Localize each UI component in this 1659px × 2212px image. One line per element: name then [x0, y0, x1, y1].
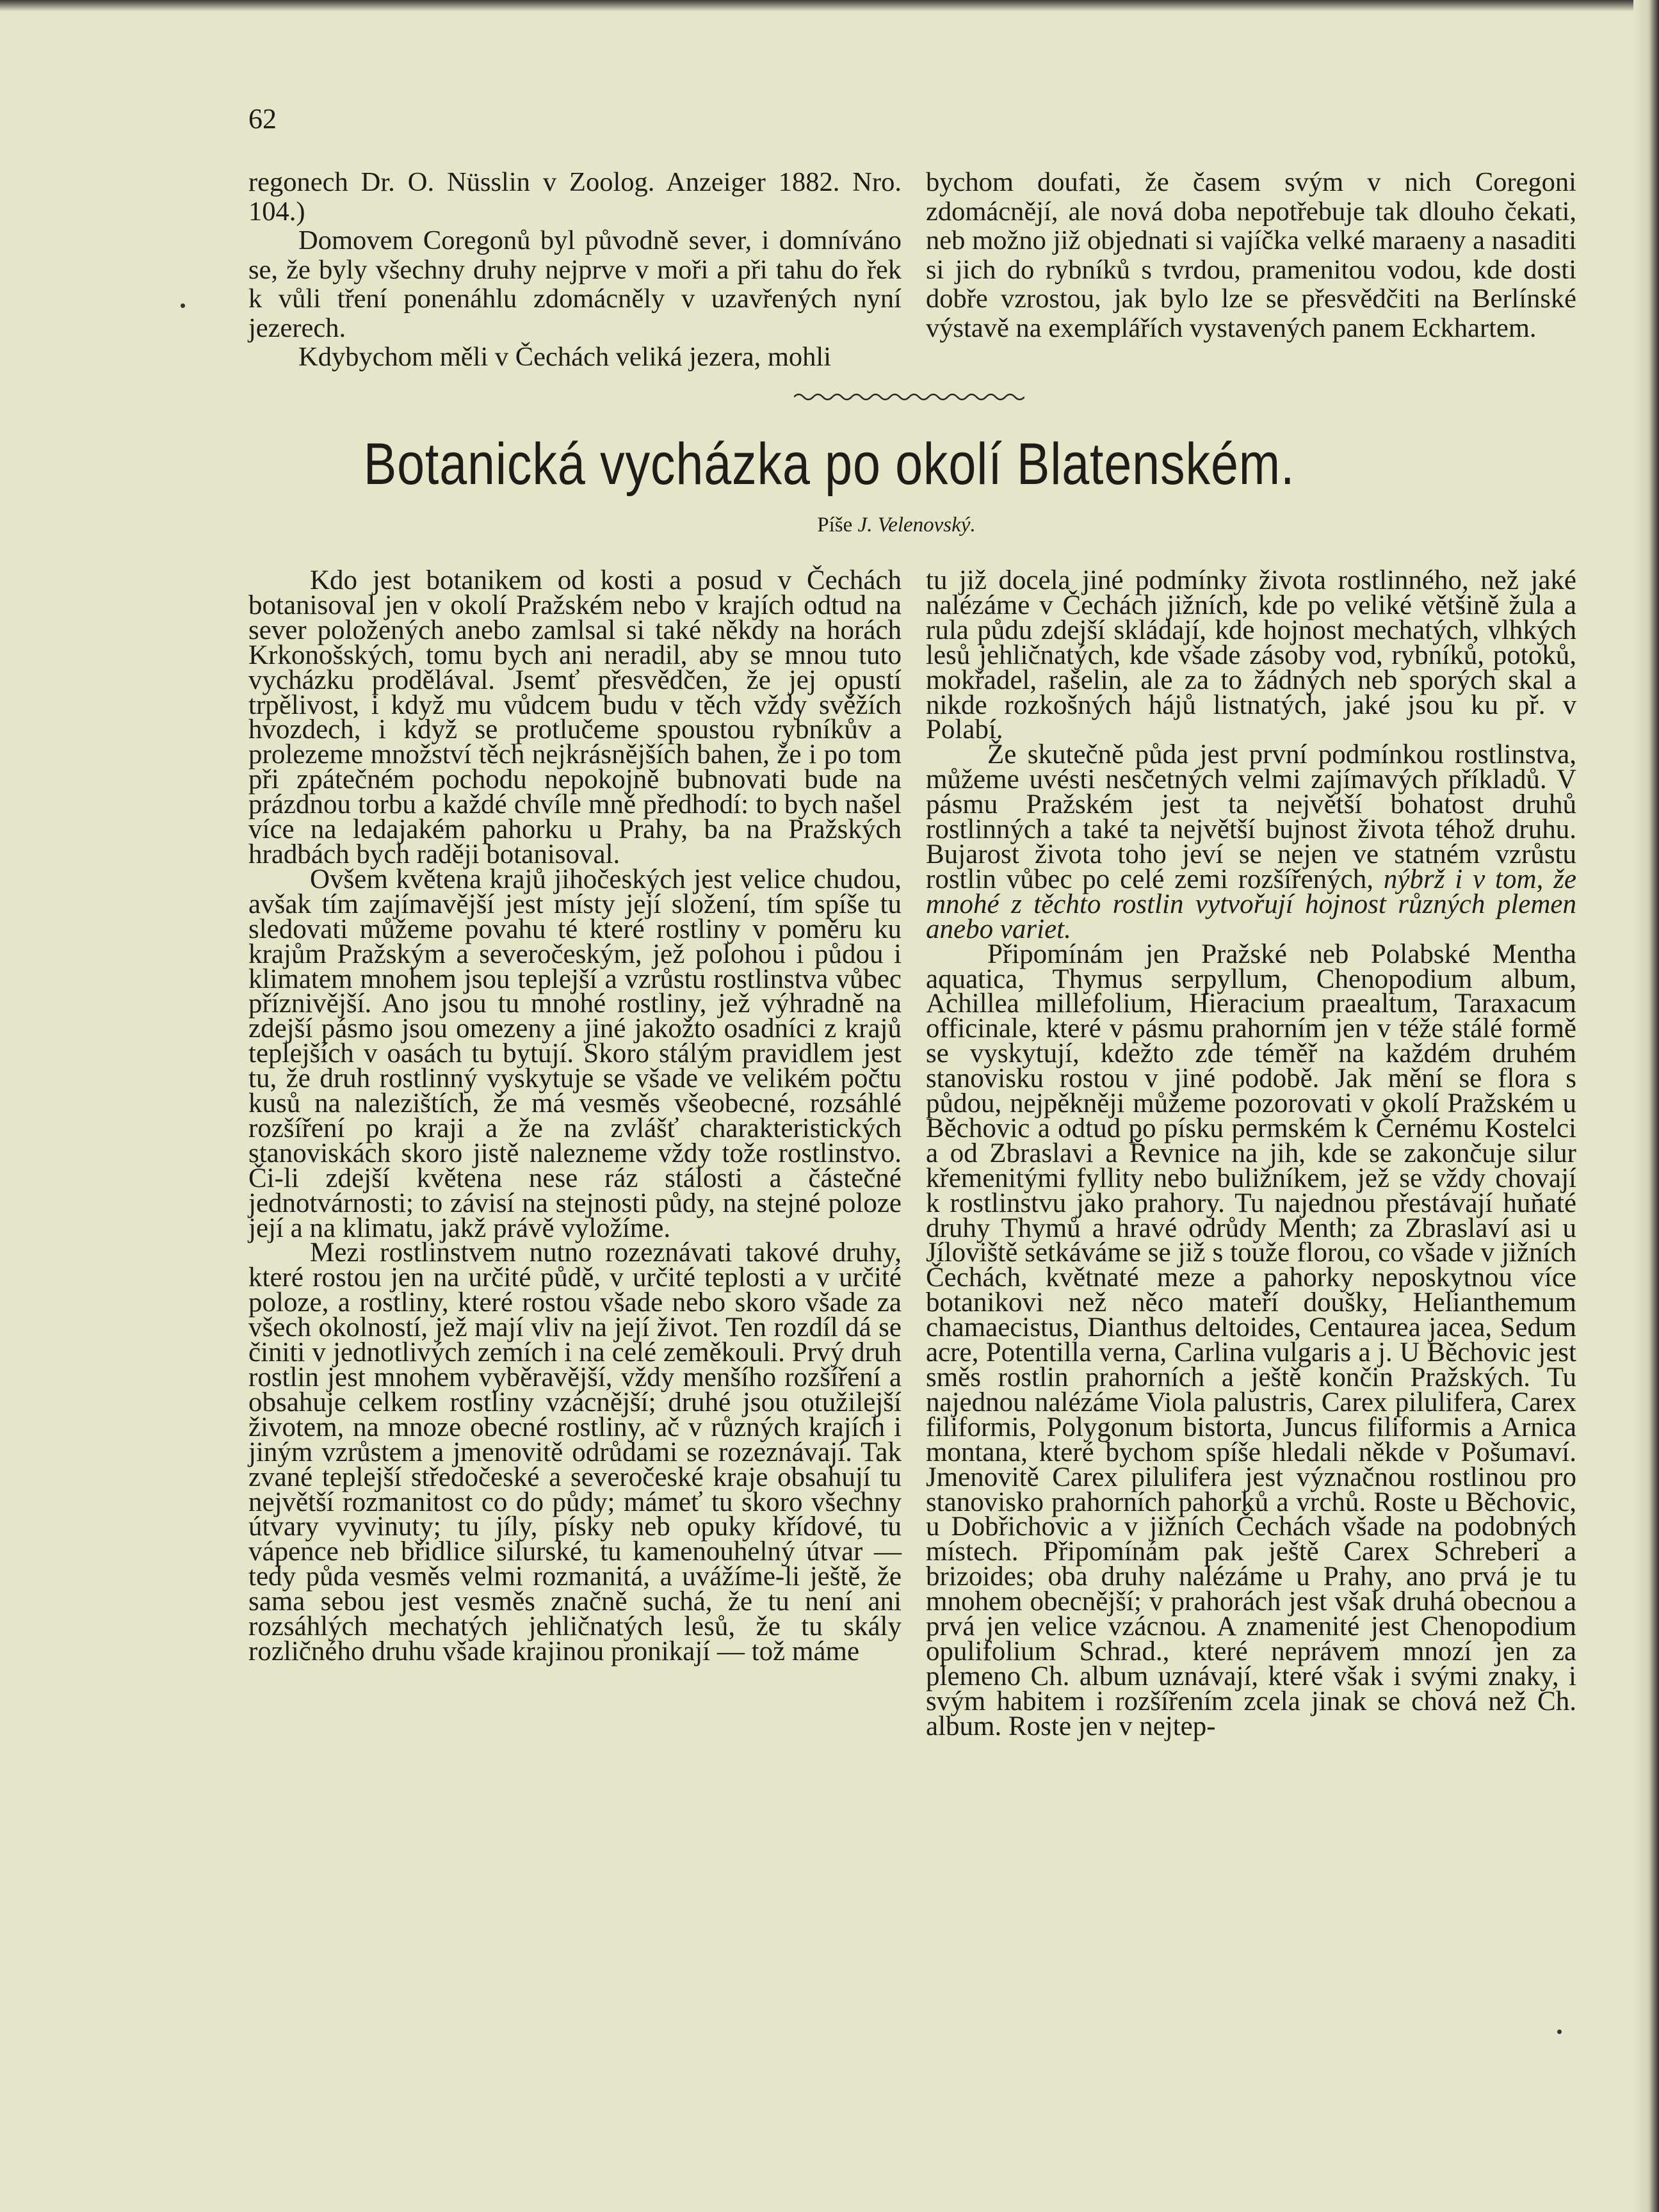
paragraph: Ovšem květena krajů jihočeských jest velice chudou, avšak tím zajímavější jest místy její složení, tím spíše tu sledovati můžeme povahu té které rostliny v poměru ku krajům Pražským a severočeským, jež polohou i půdou i klimatem mnohem jsou teplejší a vzrůstu rostlinstva vůbec příznivější. Ano jsou tu mnohé rostliny, jež výhradně na zdejší pásmo jsou omezeny a jiné jakožto osadníci z krajů teplejších v oasách tu bytují. Skoro stálým pravidlem jest tu, že druh rostlinný vyskytuje se všade ve velikém počtu kusů na nalezištích, že má vesměs všeobecné, rozsáhlé rozšíření po kraji a že na zvlášť charakteristických stanoviskách skoro jistě nalezneme vždy tože rostlinstvo. Či-li zdejší květena nese ráz stálosti a částečné jednotvárnosti; to závisí na stejnosti půdy, na stejné poloze její a na klimatu, jakž právě vyložíme.	[248, 864, 902, 1243]
page-right-edge	[1633, 0, 1659, 2212]
article-column-left	[248, 565, 902, 1667]
continued-text-right	[926, 168, 1576, 343]
wavy-divider-ornament	[794, 389, 1024, 405]
byline-author: J. Velenovský.	[857, 513, 976, 537]
page-number: 62	[248, 103, 277, 134]
print-speck	[1557, 2030, 1562, 2034]
paragraph: Mezi rostlinstvem nutno rozeznávati takové druhy, které rostou jen na určité půdě, v určité teplosti a v určité poloze, a rostliny, které rostou všade nebo skoro všade za všech okolností, jež mají vliv na její život. Ten rozdíl dá se činiti v jednotlivých zemích i na celé zeměkouli. Prvý druh rostlin jest mnohem vyběravější, vždy menšího rozšíření a obsahuje celkem rostliny vzácnější; druhé jsou otužilejší životem, na mnoze obecné rostliny, ač v různých krajích i jiným vzrůstem a jmenovitě odrůdami se rozeznávají. Tak zvané teplejší středočeské a severočeské kraje obsahují tu největší rozmanitost co do půdy; mámeť tu skoro všechny útvary vyvinuty; tu jíly, písky neb opuky křídové, tu vápence neb břidlice silurské, tu kamenouhelný útvar — tedy půda vesměs velmi rozmanitá, a uvážíme-li ještě, že sama sebou jest vesměs značně suchá, že tu není ani rozsáhlých mechatých jehličnatých lesů, že tu skály rozličného druhu všade krajinou pronikají — tož máme	[248, 1238, 902, 1667]
byline	[768, 512, 1024, 538]
article-column-right	[926, 565, 1576, 1741]
article-title: Botanická vycházka po okolí Blatenském.	[363, 432, 1295, 497]
paragraph: regonech Dr. O. Nüsslin v Zoolog. Anzeiger 1882. Nro. 104.)	[248, 167, 902, 227]
paragraph: Domovem Coregonů byl původně sever, i domníváno se, že byly všechny druhy nejprve v moři a při tahu do řek k vůli tření ponenáhlu zdomácněly v uzavřených nyní jezerech.	[248, 225, 902, 343]
paragraph: Kdybychom měli v Čechách veliká jezera, mohli	[298, 342, 832, 372]
continued-text-left	[248, 168, 902, 372]
byline-prefix: Píše	[817, 513, 853, 537]
print-speck	[181, 303, 185, 308]
paragraph-text: Že skutečně půda jest první podmínkou rostlinstva, můžeme uvésti nesčetných velmi zajímavých příkladů. V pásmu Pražském jest ta největší bohatost druhů rostlinných a také ta největší bujnost života téhož druhu. Bujarost života toho jeví se nejen ve statném vzrůstu rostlin vůbec po celé zemi rozšířených,	[926, 739, 1576, 894]
page-top-edge	[0, 0, 1659, 12]
paragraph	[926, 739, 1576, 944]
paragraph: Připomínám jen Pražské neb Polabské Mentha aquatica, Thymus serpyllum, Chenopodium album, Achillea millefolium, Hieracium praealtum, Taraxacum officinale, které v pásmu prahorním jen v téže stálé formě se vyskytují, kdežto zde téměř na každém druhém stanovisku rostou v jiné podobě. Jak mění se flora s půdou, nejpěkněji můžeme pozorovati v okolí Pražském u Běchovic a odtud po písku permském k Černému Kostelci a od Zbraslavi a Řevnice na jih, kde se zakončuje silur křemenitými fyllity nebo buližníkem, jež se vždy chovají k rostlinstvu jako prahory. Tu najednou přestávají huňaté druhy Thymů a hravé odrůdy Menth; za Zbraslaví asi u Jíloviště setkáváme se již s touže florou, co všade v jižních Čechách, květnaté meze a pahorky neposkytnou více botanikovi než něco mateří doušky, Helianthemum chamaecistus, Dianthus deltoides, Centaurea jacea, Sedum acre, Potentilla verna, Carlina vulgaris a j. U Běchovic jest směs rostlin prahorních a ještě končin Pražských. Tu najednou nalézáme Viola palustris, Carex pilulifera, Carex filiformis, Polygonum bistorta, Juncus filiformis a Arnica montana, které bychom spíše hledali někde v Pošumaví. Jmenovitě Carex pilulifera jest význačnou rostlinou pro stanovisko prahorních pahorků a vrchů. Roste u Běchovic, u Dobřichovic a v jižních Čechách všade na podobných místech. Připomínám pak ještě Carex Schreberi a brizoides; oba druhy nalézáme u Prahy, ano prvá je tu mnohem obecnější; v prahorách jest však druhá obecnou a prvá jen velice vzácnou. A znamenité jest Chenopodium opulifolium Schrad., které neprávem mnozí jen za plemeno Ch. album uznávají, které však i svými znaky, i svým habitem i rozšířením zcela jinak se chová než Ch. album. Roste jen v nejtep-	[926, 939, 1576, 1741]
paragraph: bychom doufati, že časem svým v nich Coregoni zdomácnějí, ale nová doba nepotřebuje tak dlouho čekati, neb možno již objednati si vajíčka velké maraeny a nasaditi si jich do rybníků s tvrdou, pramenitou vodou, kde dosti dobře vzrostou, jak bylo lze se přesvědčiti na Berlínské výstavě na exemplářích vystavených panem Eckhartem.	[926, 167, 1576, 343]
paragraph: tu již docela jiné podmínky života rostlinného, než jaké nalézáme v Čechách jižních, kde po veliké většině žula a rula půdu zdejší skládají, kde hojnost mechatých, vlhkých lesů jehličnatých, kde všade zásoby vod, rybníků, potoků, mokřadel, rašelin, ale za to žádných neb sporých skal a nikde rozkošných hájů listnatých, jaké jsou ku př. v Polabí.	[926, 565, 1576, 745]
paragraph: Kdo jest botanikem od kosti a posud v Čechách botanisoval jen v okolí Pražském nebo v krajích odtud na sever položených anebo zamlsal si také někdy na horách Krkonošských, tomu bych ani neradil, aby se mnou tuto vycházku prodělával. Jsemť přesvědčen, že jej opustí trpělivost, i když mu vůdcem budu v těch vždy svěžích hvozdech, i když se protlučeme spoustou rybníkův a prolezeme množství těch nejkrásnějších bahen, že i po tom při zpátečném pochodu nepokojně bubnovati bude na prázdnou torbu a každé chvíle mně předhodí: to bych našel více na ledajakém pahorku u Prahy, ba na Pražských hradbách bych raději botanisoval.	[248, 565, 902, 869]
emphasized-text: nýbrž i v tom, že mnohé z těchto rostlin vytvořují hojnost různých plemen anebo variet.	[926, 864, 1576, 944]
